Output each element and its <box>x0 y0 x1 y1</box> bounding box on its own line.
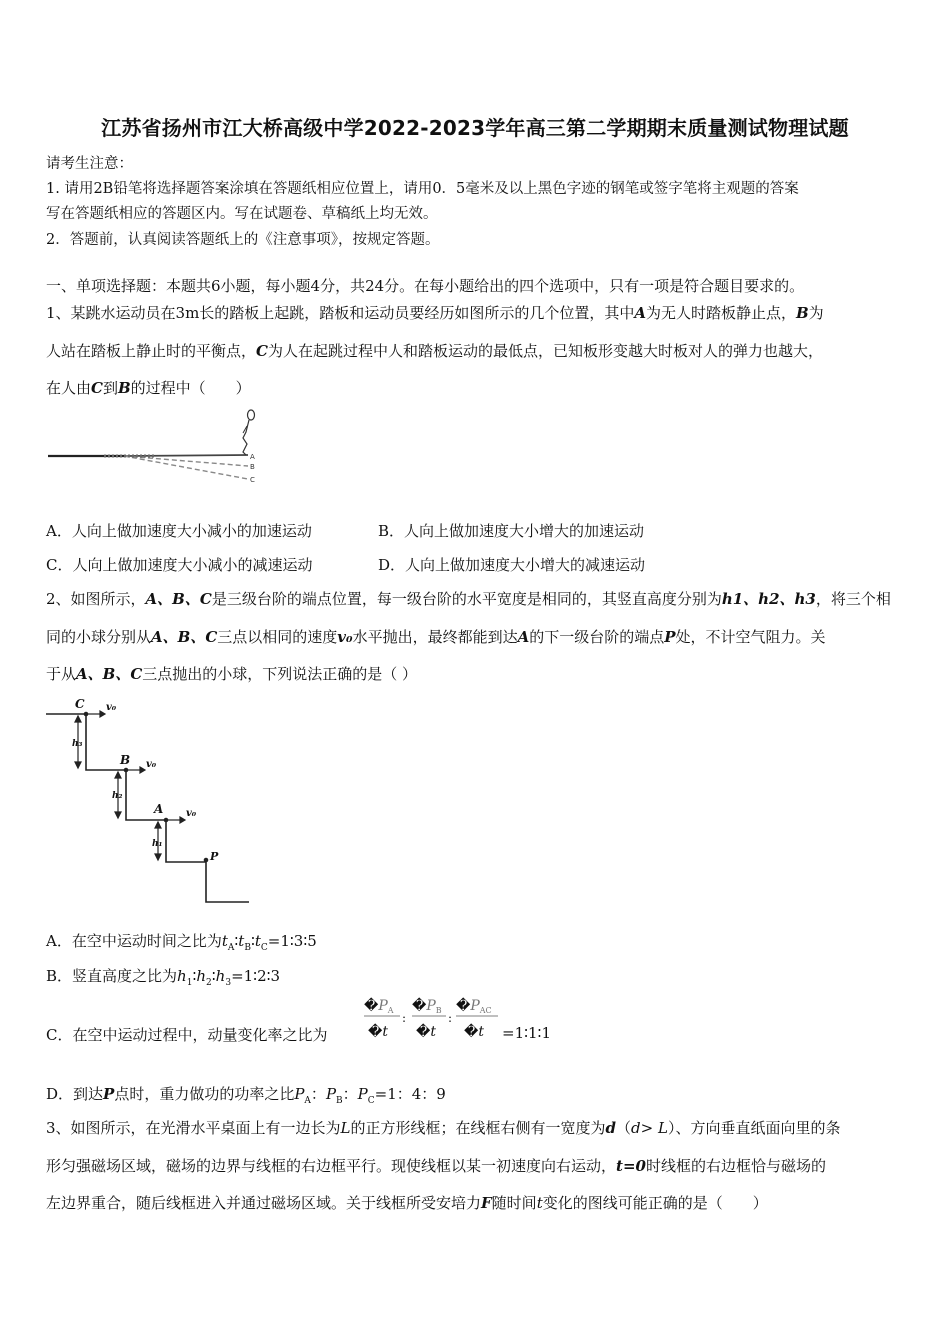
q3-text: 随时间 <box>491 1194 537 1212</box>
q1-line-3 <box>46 377 251 398</box>
diver-head <box>248 410 255 420</box>
var-C: C <box>256 342 268 360</box>
board-position-A <box>124 455 248 456</box>
notice-item-1a: 1. 请用2B铅笔将选择题答案涂填在答题纸相应位置上，请用0．5毫米及以上黑色字迹的钢笔或签字笔将主观题的答案 <box>46 181 799 197</box>
q1-option-B[interactable]: B．人向上做加速度大小增大的加速运动 <box>378 522 645 540</box>
q1-text: 的过程中（ ） <box>130 379 251 397</box>
var-v0: v₀ <box>337 628 353 646</box>
q1-text: 为人在起跳过程中人和踏板运动的最低点，已知板形变越大时板对人的弹力也越大， <box>267 342 823 360</box>
q1-option-C[interactable]: C．人向上做加速度大小减小的减速运动 <box>46 556 313 574</box>
board-label-C: C <box>250 476 255 484</box>
q3-text: ）、方向垂直纸面向里的条 <box>667 1119 841 1137</box>
var-ABC: A、B、C <box>76 665 143 683</box>
var-B: B <box>117 379 131 397</box>
var-d: d <box>605 1119 617 1137</box>
var-A: A <box>517 628 530 646</box>
board-label-A: A <box>250 453 255 461</box>
notice-heading: 请考生注意： <box>46 156 133 172</box>
q2-option-A-text: A．在空中运动时间之比为 <box>46 932 222 950</box>
q2-text: 三点抛出的小球，下列说法正确的是（ ） <box>142 665 418 683</box>
q2-text: ，将三个相 <box>815 590 891 608</box>
page-title: 江苏省扬州市江大桥高级中学2022-2023学年高三第二学期期末质量测试物理试题 <box>101 116 849 140</box>
q3-text: 左边界重合，随后线框进入并通过磁场区域。关于线框所受安培力 <box>46 1194 482 1212</box>
q3-text: 3、如图所示，在光滑水平桌面上有一边长为 <box>46 1119 341 1137</box>
q2-stairs-figure <box>44 694 254 906</box>
label-C: C <box>75 697 85 711</box>
h1-arrow-up <box>155 822 161 828</box>
q2-text: 于从 <box>46 665 77 683</box>
q2-option-C[interactable] <box>46 1024 327 1045</box>
q2-option-A-ratio: =1∶3∶5 <box>267 932 317 950</box>
var-ABC: A、B、C <box>145 590 212 608</box>
ball-B <box>124 768 129 773</box>
q2-option-C-ratio: =1∶1∶1 <box>502 1024 552 1042</box>
v0-arrowhead-A <box>180 817 185 823</box>
q2-text: 三点以相同的速度 <box>217 628 338 646</box>
label-h1: h₁ <box>152 839 163 849</box>
notice-item-1b: 写在答题纸相应的答题区内。写在试题卷、草稿纸上均无效。 <box>46 206 438 222</box>
q1-text: 在人由 <box>46 379 92 397</box>
point-P <box>204 858 209 863</box>
q1-line-1 <box>46 302 824 323</box>
h1-arrow-down <box>155 854 161 860</box>
q1-text: 人站在踏板上静止时的平衡点， <box>46 342 257 360</box>
q2-text: 的下一级台阶的端点 <box>529 628 665 646</box>
q2-option-B[interactable]: B．竖直高度之比为$h_1∶h_2∶h_3=1∶2∶3$ <box>46 967 281 988</box>
delta-t-3: �t <box>464 1024 484 1040</box>
q2-text: 处，不计空气阻力。关 <box>675 628 826 646</box>
section-heading: 一、单项选择题：本题共6小题，每小题4分，共24分。在每小题给出的四个选项中，只有一项是符合题目要求的。 <box>46 277 805 295</box>
var-t0: t=0 <box>616 1157 646 1175</box>
board-label-B: B <box>250 463 255 471</box>
var-h123: h1、h2、h3 <box>721 590 816 608</box>
delta-PB: $�P_B$ <box>412 998 442 1015</box>
q2-text: 水平抛出，最终都能到达 <box>352 628 518 646</box>
q2-option-D-text: 点时，重力做功的功率之比 <box>114 1085 295 1103</box>
colon-1: : <box>402 1011 407 1025</box>
q2-option-B-text: B．竖直高度之比为 <box>46 967 178 985</box>
var-t: t <box>536 1194 543 1212</box>
ball-C <box>84 712 89 717</box>
var-B: B <box>795 304 809 322</box>
notice-item-2: 2．答题前，认真阅读答题纸上的《注意事项》，按规定答题。 <box>46 232 440 248</box>
var-P: P <box>664 628 676 646</box>
label-h3: h₃ <box>72 739 83 749</box>
q3-line-3 <box>46 1192 768 1213</box>
q1-option-A[interactable]: A．人向上做加速度大小减小的加速运动 <box>46 522 312 540</box>
q3-text: 形匀强磁场区域，磁场的边界与线框的右边框平行。现使线框以某一初速度向右运动， <box>46 1157 617 1175</box>
label-v0-C: v₀ <box>106 702 117 713</box>
var-A: A <box>634 304 646 322</box>
q2-option-D[interactable]: D．到达P点时，重力做功的功率之比$P_A$：$P_B$：$P_C=1$：4：9 <box>46 1085 446 1106</box>
var-F: F <box>481 1194 492 1212</box>
q1-text: 为无人时踏板静止点， <box>645 304 796 322</box>
q2-option-A[interactable]: A．在空中运动时间之比为$t_A∶t_B∶t_C=1∶3∶5$ <box>46 932 317 953</box>
h3-arrow-down <box>75 762 81 768</box>
q3-text: 变化的图线可能正确的是（ ） <box>542 1194 768 1212</box>
diver-body <box>243 420 249 455</box>
q1-text: 为 <box>808 304 824 322</box>
delta-t-1: �t <box>368 1024 388 1040</box>
q3-text: 的正方形线框；在线框右侧有一宽度为 <box>350 1119 606 1137</box>
var-ABC: A、B、C <box>151 628 218 646</box>
q3-line-2 <box>46 1155 826 1176</box>
h3-arrow-up <box>75 716 81 722</box>
colon-2: : <box>448 1011 453 1025</box>
q1-diving-board-figure <box>44 402 274 494</box>
var-C: C <box>91 379 103 397</box>
var-d-gt-L: d> L <box>631 1119 668 1137</box>
delta-PA: $�P_A$ <box>364 998 394 1015</box>
label-h2: h₂ <box>112 791 123 801</box>
q3-line-1 <box>46 1117 840 1138</box>
q2-line-3 <box>46 663 417 684</box>
delta-PAC: $�P_{AC}$ <box>456 998 492 1015</box>
v0-arrowhead-B <box>140 767 145 773</box>
q2-line-1 <box>46 588 891 609</box>
var-P: P <box>103 1085 115 1103</box>
label-v0-A: v₀ <box>186 808 197 819</box>
q3-text: 时线框的右边框恰与磁场的 <box>645 1157 826 1175</box>
delta-t-2: �t <box>416 1024 436 1040</box>
q1-option-D[interactable]: D．人向上做加速度大小增大的减速运动 <box>378 556 646 574</box>
h2-arrow-up <box>115 772 121 778</box>
q2-option-D-ratio: =1：4：9 <box>374 1085 446 1103</box>
ball-A <box>164 818 169 823</box>
q2-option-B-ratio: =1∶2∶3 <box>231 967 281 985</box>
q2-option-C-text: C．在空中运动过程中，动量变化率之比为 <box>46 1026 328 1044</box>
q1-line-2 <box>46 340 823 361</box>
q3-text: （ <box>616 1119 632 1137</box>
q2-text: 同的小球分别从 <box>46 628 152 646</box>
q1-text: 1、某跳水运动员在3m长的踏板上起跳，踏板和运动员要经历如图所示的几个位置，其中 <box>46 304 635 322</box>
label-B: B <box>120 753 131 767</box>
h2-arrow-down <box>115 812 121 818</box>
label-v0-B: v₀ <box>146 759 157 770</box>
label-A: A <box>154 802 164 816</box>
q2-line-2 <box>46 626 826 647</box>
v0-arrowhead-C <box>100 711 105 717</box>
q1-text: 到 <box>102 379 118 397</box>
board-position-B <box>124 456 248 466</box>
q2-text: 是三级台阶的端点位置，每一级台阶的水平宽度是相同的，其竖直高度分别为 <box>211 590 722 608</box>
var-L: L <box>340 1119 351 1137</box>
q2-text: 2、如图所示， <box>46 590 146 608</box>
board-position-C <box>124 456 248 479</box>
label-P: P <box>210 850 219 863</box>
q2-option-D-text: D．到达 <box>46 1085 104 1103</box>
